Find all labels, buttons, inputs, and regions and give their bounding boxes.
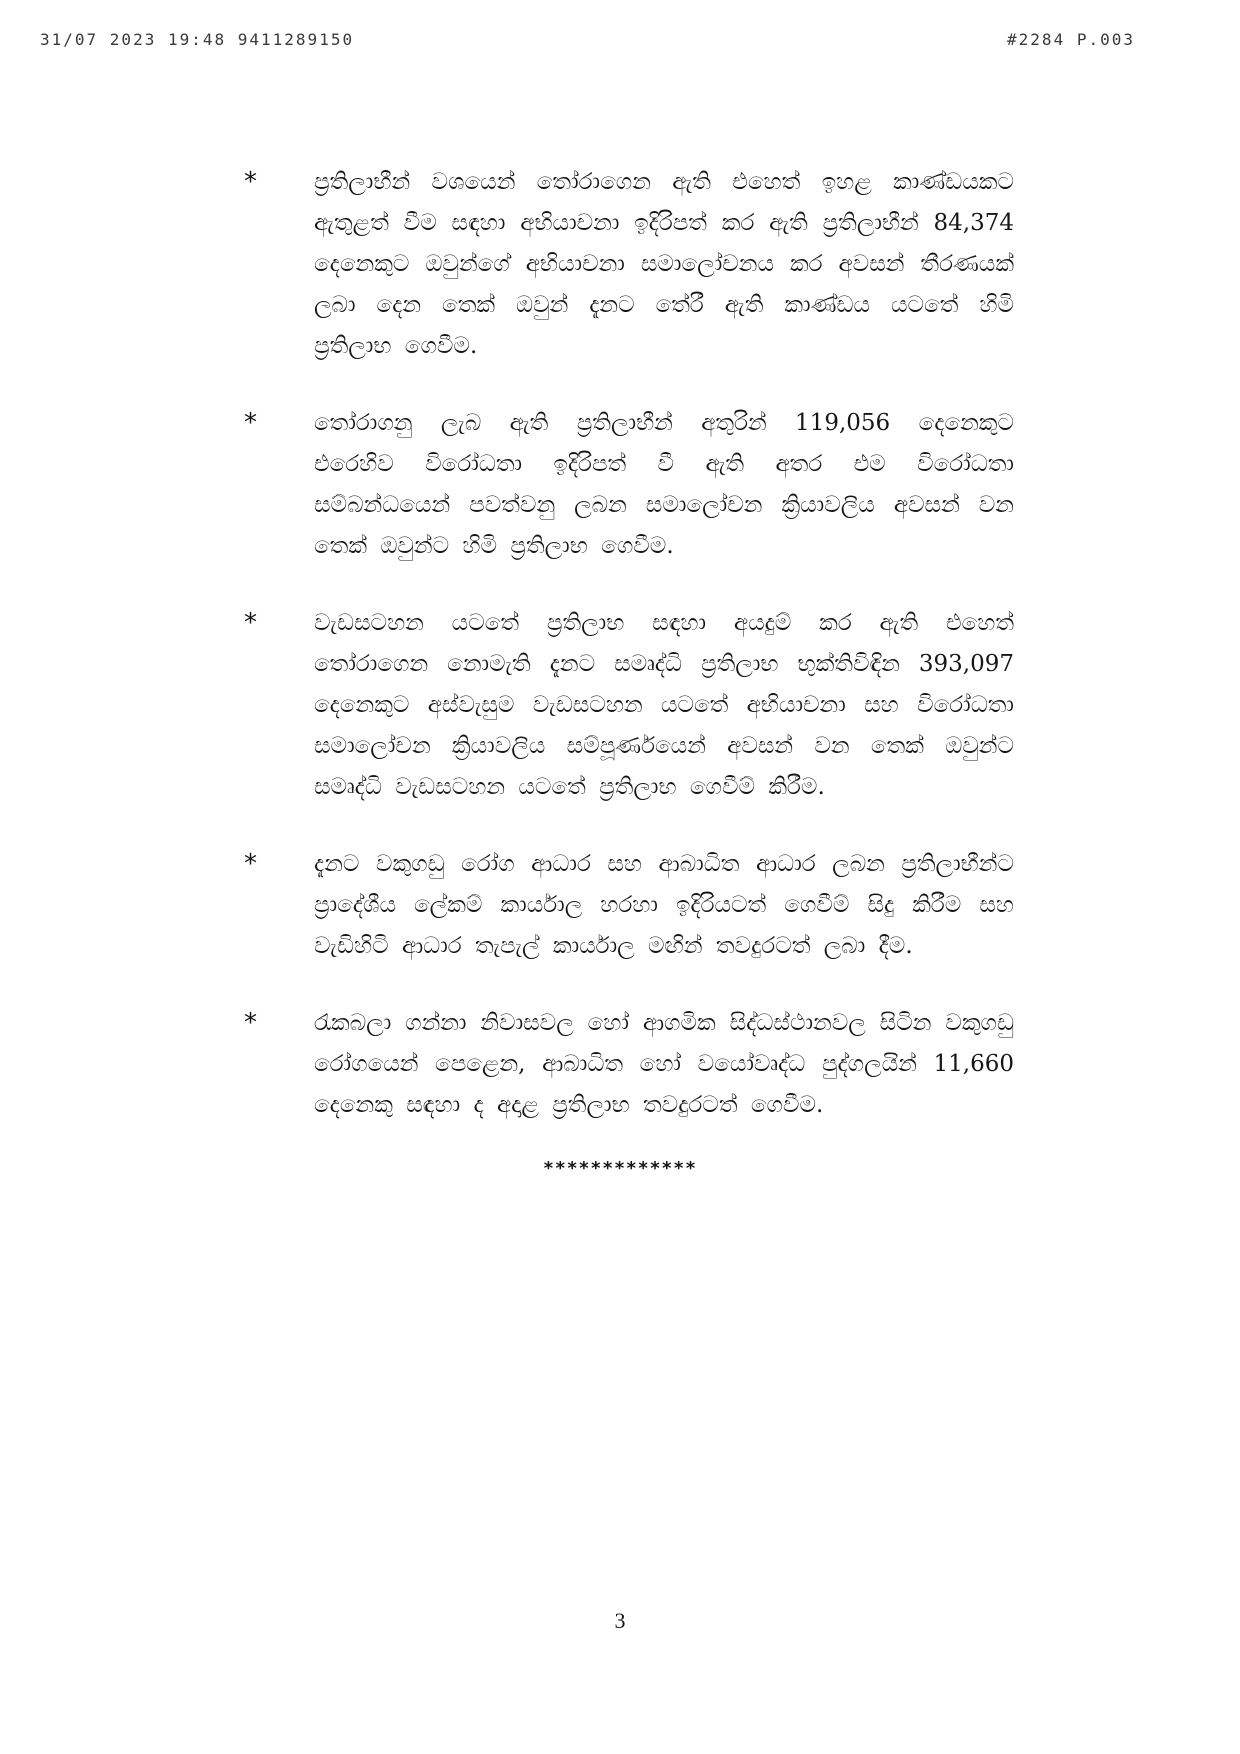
bullet-item-2	[244, 403, 1014, 567]
asterisk-icon: *	[244, 408, 257, 438]
asterisk-icon: *	[244, 849, 257, 879]
bullet-item-1	[244, 162, 1014, 367]
fax-header	[40, 30, 1135, 54]
asterisk-icon: *	[244, 167, 257, 197]
section-separator: *************	[543, 1158, 697, 1179]
bullet-item-4	[244, 844, 1014, 967]
bullet-item-5	[244, 1003, 1014, 1126]
bullet-text: තෝරාගනු ලැබ ඇති ප්‍රතිලාභීන් අතුරින් 119,056 දෙනෙකුට එරෙහිව විරෝධතා ඉදිරිපත් වී ඇති අතර එම විරෝධතා සම්බන්ධයෙන් පවත්වනු ලබන සමාලෝචන ක්‍රියාවලිය අවසන් වන තෙක් ඔවුන්ට හිමි ප්‍රතිලාභ ගෙවීම.	[314, 410, 1014, 559]
asterisk-icon: *	[244, 608, 257, 638]
bullet-item-3	[244, 603, 1014, 808]
bullet-text: ප්‍රතිලාභීන් වශයෙන් තෝරාගෙන ඇති එහෙත් ඉහළ කාණ්ඩයකට ඇතුළත් වීම සඳහා අභියාචනා ඉදිරිපත් කර ඇති ප්‍රතිලාභීන් 84,374 දෙනෙකුට ඔවුන්ගේ අභියාචනා සමාලෝචනය කර අවසන් තීරණයක් ලබා දෙන තෙක් ඔවුන් දැනට තේරී ඇති කාණ්ඩය යටතේ හිමි ප්‍රතිලාභ ගෙවීම.	[314, 169, 1014, 359]
bullet-text: දැනට වකුගඩු රෝග ආධාර සහ ආබාධිත ආධාර ලබන ප්‍රතිලාභීන්ට ප්‍රාදේශීය ලේකම් කාර්යාල හරහා ඉදිරියටත් ගෙවීම් සිදු කිරීම සහ වැඩිහිටි ආධාර තැපැල් කාර්යාල මඟින් තවදුරටත් ලබා දීම.	[314, 851, 1014, 959]
bullet-text: රැකබලා ගන්නා නිවාසවල හෝ ආගමික සිද්ධස්ථානවල සිටින වකුගඩු රෝගයෙන් පෙළෙන, ආබාධිත හෝ වයෝවෘද්ධ පුද්ගලයින් 11,660 දෙනෙකු සඳහා ද අදාළ ප්‍රතිලාභ තවදුරටත් ගෙවීම.	[314, 1010, 1014, 1118]
bullet-list	[244, 162, 1014, 1162]
bullet-text: වැඩසටහන යටතේ ප්‍රතිලාභ සඳහා අයදුම් කර ඇති එහෙත් තෝරාගෙන නොමැති දැනට සමෘද්ධි ප්‍රතිලාභ භුක්තිවිඳින 393,097 දෙනෙකුට අස්වැසුම වැඩසටහන යටතේ අභියාචනා සහ විරෝධතා සමාලෝචන ක්‍රියාවලිය සම්පූර්ණයෙන් අවසන් වන තෙක් ඔවුන්ට සමෘද්ධි වැඩසටහන යටතේ ප්‍රතිලාභ ගෙවීම් කිරීම.	[314, 610, 1014, 800]
page-number: 3	[614, 1608, 626, 1633]
asterisk-icon: *	[244, 1008, 257, 1038]
fax-date-time-number: 31/07 2023 19:48 9411289150	[40, 30, 355, 49]
fax-page-id: #2284 P.003	[1007, 30, 1135, 49]
